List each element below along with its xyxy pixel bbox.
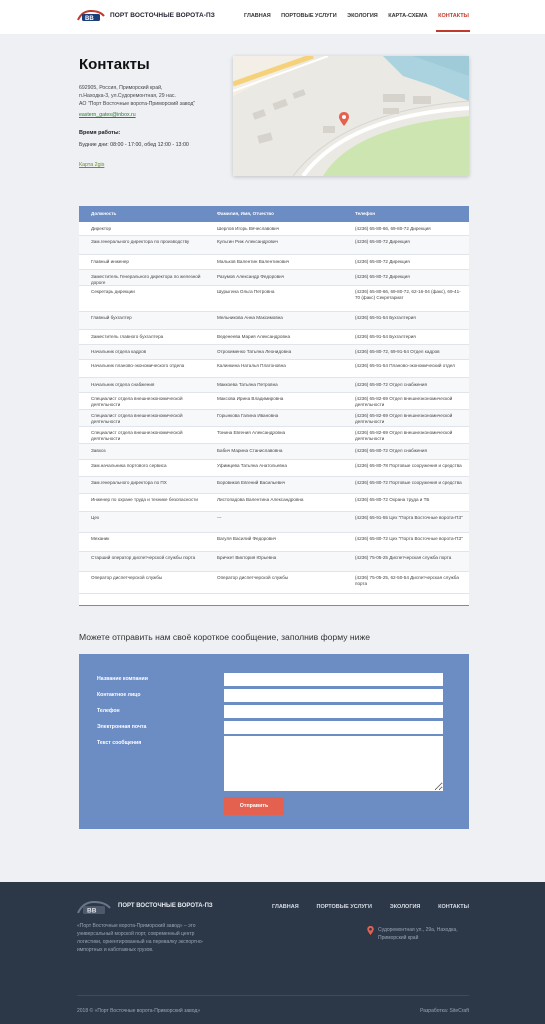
name-cell: Бабич Марина Станиславовна bbox=[217, 448, 283, 453]
footer-nav bbox=[272, 904, 469, 910]
position-cell: Главный бухгалтер bbox=[91, 315, 132, 320]
position-cell: Заместитель Генерального директора по железной дороге bbox=[91, 274, 201, 285]
position-cell: Начальник отдела кадров bbox=[91, 349, 147, 354]
brand-name[interactable]: ПОРТ ВОСТОЧНЫЕ ВОРОТА-ПЗ bbox=[110, 12, 215, 19]
column-header: Фамилия, Имя, Отчество bbox=[217, 211, 274, 216]
footer-nav-port-services[interactable]: ПОРТОВЫЕ УСЛУГИ bbox=[316, 904, 372, 910]
name-cell: Уфимцева Татьяна Анатольевна bbox=[217, 463, 287, 468]
phone-cell: (4236) 65-82-69 Отдел внешнеэкономической деятельности bbox=[355, 430, 453, 441]
name-cell: Шерлов Игорь Вячеславович bbox=[217, 226, 280, 231]
developer-credit[interactable]: Разработка: SiteCraft bbox=[420, 1008, 469, 1014]
table-row bbox=[79, 427, 469, 444]
phone-cell: (4236) 65-80-72 Цех "Порта Восточные ворота-ПЗ" bbox=[355, 536, 463, 541]
name-cell: --- bbox=[217, 515, 222, 520]
phone-label: Телефон bbox=[97, 708, 120, 714]
position-cell: Специалист отдела внешнеэкономической деятельности bbox=[91, 396, 183, 407]
position-cell: Инженер по охране труда и технике безопасности bbox=[91, 497, 198, 502]
position-cell: Специалист отдела внешнеэкономической деятельности bbox=[91, 430, 183, 441]
table-bottom-border bbox=[79, 605, 469, 606]
name-cell: Разумов Александр Федорович bbox=[217, 274, 285, 279]
phone-cell: (4236) 65-80-72 Отдел снабжения bbox=[355, 382, 427, 387]
phone-input[interactable] bbox=[224, 705, 443, 718]
phone-cell: (4236) 65-91-54 Бухгалтерия bbox=[355, 315, 416, 320]
site-footer bbox=[0, 882, 545, 1024]
table-row bbox=[79, 270, 469, 286]
table-row bbox=[79, 512, 469, 533]
phone-cell: (4236) 65-80-72 Дирекция bbox=[355, 239, 410, 244]
phone-cell: (4236) 65-80-72 Отдел снабжения bbox=[355, 448, 427, 453]
table-row bbox=[79, 477, 469, 494]
name-cell: Тонина Евгения Александровна bbox=[217, 430, 286, 435]
map-graphic bbox=[233, 56, 469, 176]
position-cell: Завхоз bbox=[91, 448, 106, 453]
table-row bbox=[79, 255, 469, 270]
name-cell: Боровиков Евгений Васильевич bbox=[217, 480, 286, 485]
footer-nav-home[interactable]: ГЛАВНАЯ bbox=[272, 904, 299, 910]
svg-text:ВВ: ВВ bbox=[87, 907, 97, 915]
name-cell: Бричкет Виктория Юрьевна bbox=[217, 555, 277, 560]
position-cell: Секретарь дирекции bbox=[91, 289, 135, 294]
position-cell: Зам.генерального директора по производству bbox=[91, 239, 190, 244]
phone-cell: (4236) 65-80-72 Портовые сооружения и средства bbox=[355, 480, 462, 485]
table-row bbox=[79, 393, 469, 410]
phone-cell: (4236) 65-91-55 Цех "Порта Восточные ворота-ПЗ" bbox=[355, 515, 463, 520]
nav-map[interactable]: КАРТА-СХЕМА bbox=[388, 13, 428, 19]
name-cell: Мельникова Анна Максимовна bbox=[217, 315, 283, 320]
map-2gis-link[interactable]: Карта 2gis bbox=[79, 162, 105, 168]
page-title: Контакты bbox=[79, 56, 150, 73]
footer-nav-contacts[interactable]: КОНТАКТЫ bbox=[438, 904, 469, 910]
company-input[interactable] bbox=[224, 673, 443, 686]
submit-button[interactable]: Отправить bbox=[224, 797, 284, 815]
location-pin-icon bbox=[367, 926, 374, 935]
table-row bbox=[79, 494, 469, 512]
position-cell: Главный инженер bbox=[91, 259, 129, 264]
email-link[interactable]: eastern_gates@inbox.ru bbox=[79, 112, 136, 118]
phone-cell: (4236) 65-80-66, 69-80-72 Дирекция bbox=[355, 226, 431, 231]
position-cell: Зам.начальника портового сервиса bbox=[91, 463, 167, 468]
name-cell: Маккоева Татьяна Петровна bbox=[217, 382, 278, 387]
phone-cell: (4236) 65-91-54 Бухгалтерия bbox=[355, 334, 416, 339]
map-pin-icon[interactable] bbox=[339, 112, 349, 126]
table-row bbox=[79, 410, 469, 427]
email-label: Электронная почта bbox=[97, 724, 147, 730]
position-cell: Директор bbox=[91, 226, 112, 231]
nav-home[interactable]: ГЛАВНАЯ bbox=[244, 13, 271, 19]
phone-cell: (4236) 75-05-25, 62-50-54 Диспетчерская служба порта bbox=[355, 575, 459, 586]
svg-text:ВВ: ВВ bbox=[85, 16, 94, 22]
name-cell: Горынкова Галина Ивановна bbox=[217, 413, 279, 418]
position-cell: Механик bbox=[91, 536, 110, 541]
phone-cell: (4236) 65-80-78 Портовые сооружения и средства bbox=[355, 463, 462, 468]
footer-brand-name[interactable]: ПОРТ ВОСТОЧНЫЕ ВОРОТА-ПЗ bbox=[118, 903, 213, 909]
phone-cell: (4236) 75-05-25 Диспетчерская служба порта bbox=[355, 555, 452, 560]
nav-ecology[interactable]: ЭКОЛОГИЯ bbox=[347, 13, 378, 19]
anchor-logo-icon[interactable] bbox=[77, 900, 111, 916]
table-header bbox=[79, 206, 469, 222]
location-map[interactable] bbox=[233, 56, 469, 176]
copyright: 2018 © «Порт Восточные ворота-Приморский завод» bbox=[77, 1008, 201, 1014]
hours-text: Будние дни: 08:00 - 17:00, обед 12:00 - 13:00 bbox=[79, 142, 189, 148]
footer-divider bbox=[77, 995, 469, 996]
email-input[interactable] bbox=[224, 721, 443, 734]
main-nav bbox=[244, 13, 469, 19]
phone-cell: (4236) 65-80-66, 69-80-72, 62-16-04 (факс), 69-41-70 (факс) Секретариат bbox=[355, 289, 461, 300]
nav-contacts[interactable]: КОНТАКТЫ bbox=[438, 13, 469, 19]
table-row bbox=[79, 533, 469, 552]
phone-cell: (4236) 65-80-72, 69-91-54 Отдел кадров bbox=[355, 349, 440, 354]
table-row bbox=[79, 330, 469, 345]
name-cell: Листопадова Валентина Александровна bbox=[217, 497, 304, 502]
position-cell: Начальник отдела снабжения bbox=[91, 382, 155, 387]
table-row bbox=[79, 378, 469, 393]
phone-cell: (4236) 65-91-54 Планово-экономический отдел bbox=[355, 363, 455, 368]
column-header: Телефон bbox=[355, 211, 376, 216]
name-cell: Оператор диспетчерской службы bbox=[217, 575, 289, 580]
phone-cell: (4236) 65-80-72 Дирекция bbox=[355, 274, 410, 279]
name-cell: Вагуля Василий Федорович bbox=[217, 536, 277, 541]
address-line: п.Находка-3, ул.Судоремонтная, 29 нас. bbox=[79, 93, 176, 99]
footer-nav-ecology[interactable]: ЭКОЛОГИЯ bbox=[389, 904, 421, 910]
hours-title: Время работы: bbox=[79, 130, 121, 136]
table-row bbox=[79, 312, 469, 330]
nav-active-indicator bbox=[436, 30, 470, 32]
message-textarea[interactable] bbox=[224, 736, 443, 791]
table-row bbox=[79, 236, 469, 255]
position-cell: Цех bbox=[91, 515, 100, 520]
table-row bbox=[79, 444, 469, 460]
name-cell: Веденеева Мария Александровна bbox=[217, 334, 291, 339]
name-cell: Отрохименко Татьяна Леонидовна bbox=[217, 349, 292, 354]
position-cell: Оператор диспетчерской службы bbox=[91, 575, 163, 580]
name-cell: Кульгин Риж Александрович bbox=[217, 239, 278, 244]
address-block bbox=[79, 84, 219, 108]
phone-cell: (4236) 65-82-69 Отдел внешнеэкономической деятельности bbox=[355, 413, 453, 424]
contact-person-input[interactable] bbox=[224, 689, 443, 702]
table-row bbox=[79, 572, 469, 594]
address-line: 692905, Россия, Приморский край, bbox=[79, 85, 163, 91]
phone-cell: (4236) 65-82-69 Отдел внешнеэкономической деятельности bbox=[355, 396, 453, 407]
table-row bbox=[79, 345, 469, 360]
feedback-form bbox=[79, 654, 469, 829]
contacts-table bbox=[79, 206, 469, 606]
footer-address: Судоремонтная ул., 29а, Находка, Приморский край bbox=[378, 927, 458, 941]
address-line: АО "Порт Восточные ворота-Приморский завод" bbox=[79, 101, 196, 107]
table-row bbox=[79, 286, 469, 312]
table-row bbox=[79, 360, 469, 378]
name-cell: Максова Ирина Владимировна bbox=[217, 396, 284, 401]
name-cell: Шурыгина Ольга Петровна bbox=[217, 289, 275, 294]
company-label: Название компании bbox=[97, 676, 148, 682]
position-cell: Специалист отдела внешнеэкономической деятельности bbox=[91, 413, 183, 424]
contact-person-label: Контактное лицо bbox=[97, 692, 141, 698]
position-cell: Зам.генерального директора по ПХ bbox=[91, 480, 167, 485]
nav-port-services[interactable]: ПОРТОВЫЕ УСЛУГИ bbox=[281, 13, 337, 19]
table-row bbox=[79, 552, 469, 572]
anchor-logo-icon[interactable] bbox=[77, 9, 105, 23]
table-row bbox=[79, 460, 469, 477]
position-cell: Заместитель главного бухгалтера bbox=[91, 334, 164, 339]
message-label: Текст сообщения bbox=[97, 740, 142, 746]
position-cell: Начальник планово-экономического отдела bbox=[91, 363, 185, 368]
phone-cell: (4236) 65-80-72 Охрана труда и ТБ bbox=[355, 497, 430, 502]
table-row bbox=[79, 222, 469, 236]
phone-cell: (4236) 65-80-72 Дирекция bbox=[355, 259, 410, 264]
form-title: Можете отправить нам своё короткое сообщение, заполнив форму ниже bbox=[79, 632, 370, 642]
name-cell: Калинкина Наталья Платоновна bbox=[217, 363, 286, 368]
footer-about: «Порт Восточные ворота-Приморский завод» – это универсальный морской порт, современный центр логистики, ориентированный на перевалку экспортно-импортных и каботажных грузов. bbox=[77, 923, 204, 953]
site-header bbox=[0, 0, 545, 34]
position-cell: Старший оператор диспетчерской службы порта bbox=[91, 555, 196, 560]
column-header: Должность bbox=[91, 211, 117, 216]
name-cell: Мальков Валентин Валентинович bbox=[217, 259, 290, 264]
